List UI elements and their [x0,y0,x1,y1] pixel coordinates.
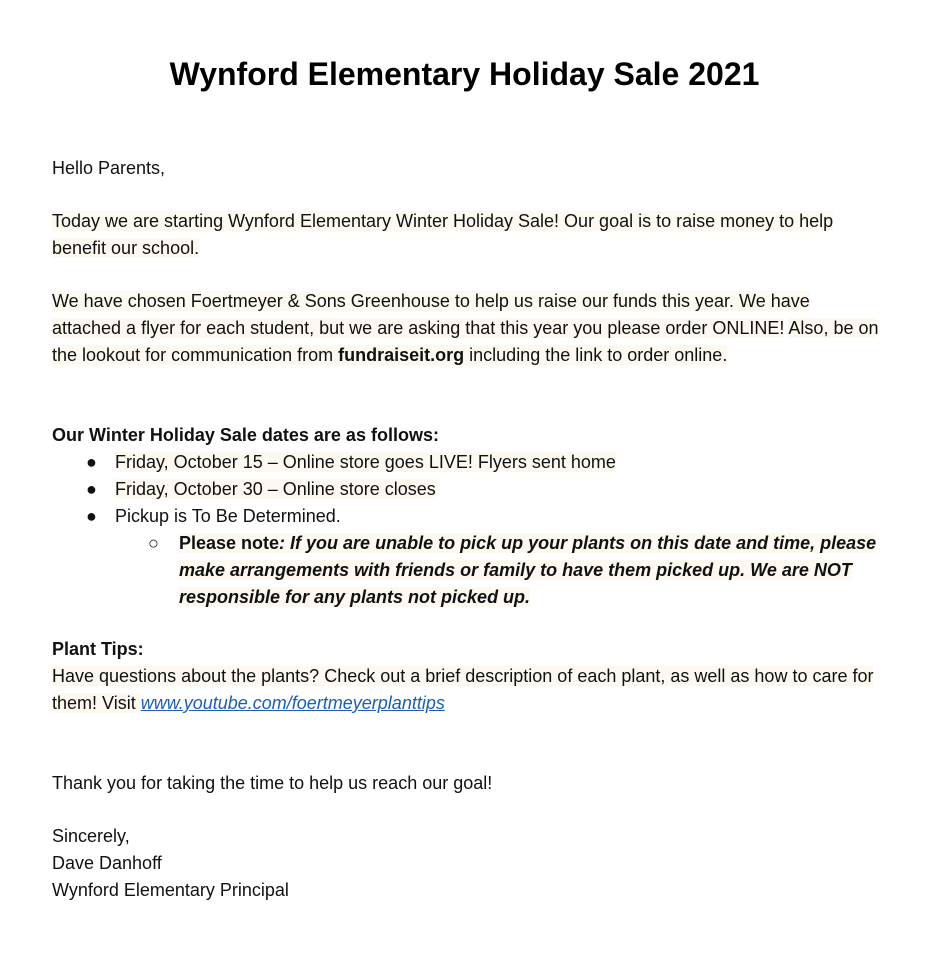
vendor-line2-after: including the link to order online. [464,345,728,365]
document-title: Wynford Elementary Holiday Sale 2021 [169,56,760,92]
tips-heading: Plant Tips: [52,639,144,659]
tips-block [52,636,882,717]
thanks-text: Thank you for taking the time to help us reach our goal! [52,773,493,793]
signoff-role: Wynford Elementary Principal [52,880,289,900]
tips-paragraph [52,663,882,717]
vendor-paragraph [52,288,882,369]
dates-heading: Our Winter Holiday Sale dates are as follows: [52,425,439,445]
bullet-icon: ● [86,452,97,472]
intro-paragraph [52,208,882,262]
signoff-name: Dave Danhoff [52,853,162,873]
dates-block [52,422,882,611]
bullet-icon: ● [86,479,97,499]
list-item [52,449,882,476]
signoff-closing: Sincerely, [52,826,130,846]
vendor-block [52,288,882,369]
dates-list [52,449,882,530]
plant-tips-link[interactable]: www.youtube.com/foertmeyerplanttips [140,693,445,713]
pickup-note [52,530,882,611]
thanks-block [52,770,882,797]
note-label: Please note [179,533,280,553]
tips-text: Have questions about the plants? Check out a brief description of each plant, as well as how to care for them! Visit [52,666,874,713]
fundraiseit-bold: fundraiseit.org [338,345,465,365]
vendor-line1: We have chosen Foertmeyer & Sons Greenhouse to help us raise our funds this year. We have attached a flyer for each student, but we are asking that this year you please order ONLINE! [52,291,810,338]
intro-text: Today we are starting Wynford Elementary Winter Holiday Sale! Our goal is to raise money to help benefit our school. [52,211,834,258]
greeting-block [52,155,882,182]
date-item-1: Friday, October 15 – Online store goes LIVE! Flyers sent home [115,452,616,472]
list-item [52,476,882,503]
date-item-2: Friday, October 30 – Online store closes [115,479,436,499]
bullet-icon: ● [86,506,97,526]
note-text: : If you are unable to pick up your plants on this date and time, please make arrangements with friends or family to have them picked up. We are NOT responsible for any plants not picked up. [179,533,877,607]
signoff-block [52,823,882,904]
list-item [52,503,882,530]
circle-bullet-icon: ○ [148,533,159,553]
date-item-3: Pickup is To Be Determined. [115,506,341,526]
intro-block [52,208,882,262]
greeting: Hello Parents, [52,158,166,178]
vendor-line2-before: Also, be on the lookout for communication from [52,318,879,365]
